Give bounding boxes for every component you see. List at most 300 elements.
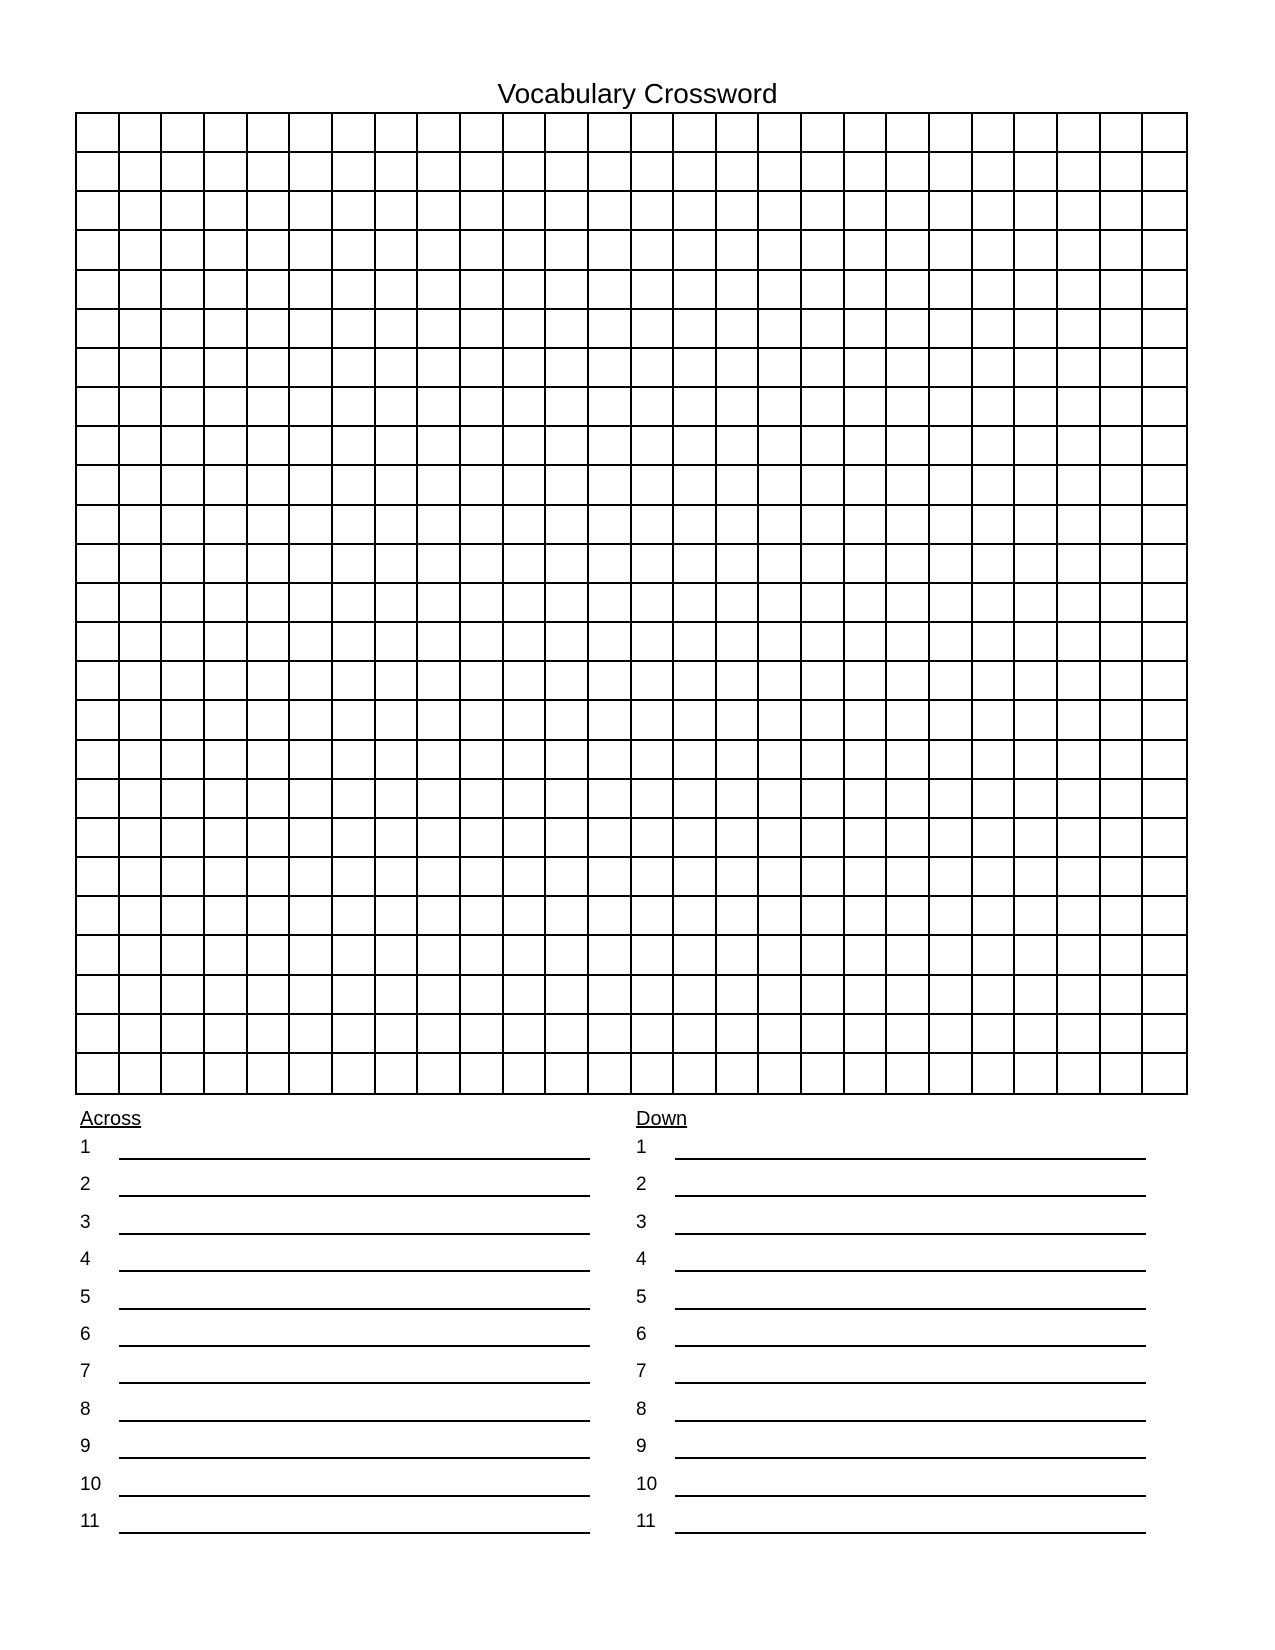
grid-cell[interactable]: [1015, 388, 1058, 427]
grid-cell[interactable]: [1101, 819, 1144, 858]
grid-cell[interactable]: [504, 584, 547, 623]
grid-cell[interactable]: [376, 1015, 419, 1054]
across-answer-line[interactable]: [119, 1495, 590, 1497]
grid-cell[interactable]: [1101, 545, 1144, 584]
grid-cell[interactable]: [973, 858, 1016, 897]
grid-cell[interactable]: [1015, 1054, 1058, 1093]
grid-cell[interactable]: [461, 897, 504, 936]
grid-cell[interactable]: [759, 192, 802, 231]
grid-cell[interactable]: [162, 741, 205, 780]
grid-cell[interactable]: [461, 114, 504, 153]
grid-cell[interactable]: [802, 349, 845, 388]
grid-cell[interactable]: [504, 153, 547, 192]
grid-cell[interactable]: [248, 231, 291, 270]
grid-cell[interactable]: [77, 192, 120, 231]
grid-cell[interactable]: [973, 153, 1016, 192]
grid-cell[interactable]: [162, 192, 205, 231]
grid-cell[interactable]: [845, 388, 888, 427]
grid-cell[interactable]: [845, 897, 888, 936]
grid-cell[interactable]: [120, 1054, 163, 1093]
grid-cell[interactable]: [887, 545, 930, 584]
grid-cell[interactable]: [887, 819, 930, 858]
grid-cell[interactable]: [290, 741, 333, 780]
grid-cell[interactable]: [1015, 780, 1058, 819]
grid-cell[interactable]: [1015, 153, 1058, 192]
grid-cell[interactable]: [717, 466, 760, 505]
grid-cell[interactable]: [418, 819, 461, 858]
grid-cell[interactable]: [1058, 897, 1101, 936]
grid-cell[interactable]: [418, 701, 461, 740]
grid-cell[interactable]: [887, 897, 930, 936]
grid-cell[interactable]: [546, 936, 589, 975]
grid-cell[interactable]: [589, 192, 632, 231]
grid-cell[interactable]: [120, 192, 163, 231]
grid-cell[interactable]: [248, 662, 291, 701]
grid-cell[interactable]: [418, 741, 461, 780]
grid-cell[interactable]: [589, 349, 632, 388]
grid-cell[interactable]: [546, 153, 589, 192]
grid-cell[interactable]: [248, 114, 291, 153]
across-answer-line[interactable]: [119, 1195, 590, 1197]
grid-cell[interactable]: [205, 936, 248, 975]
grid-cell[interactable]: [632, 192, 675, 231]
grid-cell[interactable]: [1143, 1054, 1186, 1093]
grid-cell[interactable]: [632, 741, 675, 780]
grid-cell[interactable]: [77, 153, 120, 192]
grid-cell[interactable]: [290, 701, 333, 740]
down-answer-line[interactable]: [675, 1457, 1146, 1459]
grid-cell[interactable]: [717, 976, 760, 1015]
grid-cell[interactable]: [248, 897, 291, 936]
grid-cell[interactable]: [632, 936, 675, 975]
grid-cell[interactable]: [1143, 349, 1186, 388]
grid-cell[interactable]: [290, 897, 333, 936]
grid-cell[interactable]: [759, 858, 802, 897]
grid-cell[interactable]: [248, 858, 291, 897]
grid-cell[interactable]: [162, 1054, 205, 1093]
grid-cell[interactable]: [632, 271, 675, 310]
grid-cell[interactable]: [546, 545, 589, 584]
grid-cell[interactable]: [674, 271, 717, 310]
grid-cell[interactable]: [120, 427, 163, 466]
grid-cell[interactable]: [376, 584, 419, 623]
grid-cell[interactable]: [759, 584, 802, 623]
grid-cell[interactable]: [1101, 153, 1144, 192]
grid-cell[interactable]: [887, 623, 930, 662]
grid-cell[interactable]: [376, 271, 419, 310]
grid-cell[interactable]: [589, 976, 632, 1015]
grid-cell[interactable]: [546, 427, 589, 466]
grid-cell[interactable]: [930, 976, 973, 1015]
grid-cell[interactable]: [717, 506, 760, 545]
grid-cell[interactable]: [887, 976, 930, 1015]
grid-cell[interactable]: [77, 349, 120, 388]
grid-cell[interactable]: [802, 623, 845, 662]
grid-cell[interactable]: [205, 231, 248, 270]
grid-cell[interactable]: [930, 153, 973, 192]
grid-cell[interactable]: [418, 858, 461, 897]
grid-cell[interactable]: [162, 976, 205, 1015]
grid-cell[interactable]: [802, 897, 845, 936]
grid-cell[interactable]: [802, 819, 845, 858]
grid-cell[interactable]: [1015, 701, 1058, 740]
grid-cell[interactable]: [333, 427, 376, 466]
grid-cell[interactable]: [248, 976, 291, 1015]
grid-cell[interactable]: [504, 1015, 547, 1054]
grid-cell[interactable]: [717, 584, 760, 623]
grid-cell[interactable]: [589, 741, 632, 780]
across-answer-line[interactable]: [119, 1233, 590, 1235]
grid-cell[interactable]: [717, 819, 760, 858]
grid-cell[interactable]: [1143, 858, 1186, 897]
grid-cell[interactable]: [717, 545, 760, 584]
grid-cell[interactable]: [162, 545, 205, 584]
grid-cell[interactable]: [290, 623, 333, 662]
grid-cell[interactable]: [418, 271, 461, 310]
grid-cell[interactable]: [845, 271, 888, 310]
grid-cell[interactable]: [589, 231, 632, 270]
grid-cell[interactable]: [120, 780, 163, 819]
grid-cell[interactable]: [77, 936, 120, 975]
grid-cell[interactable]: [845, 545, 888, 584]
grid-cell[interactable]: [674, 506, 717, 545]
grid-cell[interactable]: [248, 506, 291, 545]
grid-cell[interactable]: [802, 427, 845, 466]
grid-cell[interactable]: [504, 662, 547, 701]
grid-cell[interactable]: [802, 114, 845, 153]
grid-cell[interactable]: [120, 858, 163, 897]
grid-cell[interactable]: [376, 819, 419, 858]
grid-cell[interactable]: [632, 545, 675, 584]
grid-cell[interactable]: [290, 349, 333, 388]
grid-cell[interactable]: [1015, 976, 1058, 1015]
grid-cell[interactable]: [1058, 662, 1101, 701]
grid-cell[interactable]: [77, 466, 120, 505]
grid-cell[interactable]: [248, 623, 291, 662]
grid-cell[interactable]: [589, 780, 632, 819]
grid-cell[interactable]: [248, 701, 291, 740]
grid-cell[interactable]: [376, 153, 419, 192]
grid-cell[interactable]: [1143, 231, 1186, 270]
grid-cell[interactable]: [248, 388, 291, 427]
grid-cell[interactable]: [546, 466, 589, 505]
grid-cell[interactable]: [973, 584, 1016, 623]
grid-cell[interactable]: [930, 545, 973, 584]
grid-cell[interactable]: [973, 623, 1016, 662]
grid-cell[interactable]: [290, 310, 333, 349]
grid-cell[interactable]: [461, 623, 504, 662]
grid-cell[interactable]: [759, 623, 802, 662]
grid-cell[interactable]: [376, 349, 419, 388]
grid-cell[interactable]: [759, 114, 802, 153]
down-answer-line[interactable]: [675, 1345, 1146, 1347]
grid-cell[interactable]: [333, 466, 376, 505]
grid-cell[interactable]: [162, 310, 205, 349]
down-answer-line[interactable]: [675, 1495, 1146, 1497]
grid-cell[interactable]: [461, 271, 504, 310]
grid-cell[interactable]: [546, 506, 589, 545]
grid-cell[interactable]: [1143, 897, 1186, 936]
grid-cell[interactable]: [1101, 780, 1144, 819]
grid-cell[interactable]: [333, 780, 376, 819]
grid-cell[interactable]: [162, 701, 205, 740]
grid-cell[interactable]: [1015, 310, 1058, 349]
grid-cell[interactable]: [461, 662, 504, 701]
grid-cell[interactable]: [162, 427, 205, 466]
grid-cell[interactable]: [930, 192, 973, 231]
grid-cell[interactable]: [717, 1054, 760, 1093]
grid-cell[interactable]: [120, 114, 163, 153]
grid-cell[interactable]: [973, 1015, 1016, 1054]
grid-cell[interactable]: [1101, 584, 1144, 623]
grid-cell[interactable]: [759, 1015, 802, 1054]
grid-cell[interactable]: [205, 153, 248, 192]
grid-cell[interactable]: [77, 310, 120, 349]
grid-cell[interactable]: [248, 271, 291, 310]
grid-cell[interactable]: [930, 1015, 973, 1054]
grid-cell[interactable]: [77, 701, 120, 740]
grid-cell[interactable]: [674, 192, 717, 231]
grid-cell[interactable]: [546, 310, 589, 349]
grid-cell[interactable]: [333, 936, 376, 975]
grid-cell[interactable]: [759, 662, 802, 701]
grid-cell[interactable]: [632, 114, 675, 153]
grid-cell[interactable]: [461, 506, 504, 545]
grid-cell[interactable]: [418, 192, 461, 231]
grid-cell[interactable]: [77, 114, 120, 153]
grid-cell[interactable]: [845, 741, 888, 780]
grid-cell[interactable]: [333, 819, 376, 858]
grid-cell[interactable]: [546, 349, 589, 388]
grid-cell[interactable]: [1143, 936, 1186, 975]
grid-cell[interactable]: [759, 506, 802, 545]
grid-cell[interactable]: [376, 545, 419, 584]
grid-cell[interactable]: [461, 976, 504, 1015]
grid-cell[interactable]: [1101, 231, 1144, 270]
grid-cell[interactable]: [887, 584, 930, 623]
grid-cell[interactable]: [376, 427, 419, 466]
grid-cell[interactable]: [1101, 976, 1144, 1015]
grid-cell[interactable]: [674, 114, 717, 153]
grid-cell[interactable]: [1101, 936, 1144, 975]
grid-cell[interactable]: [77, 271, 120, 310]
grid-cell[interactable]: [674, 976, 717, 1015]
grid-cell[interactable]: [376, 741, 419, 780]
grid-cell[interactable]: [333, 662, 376, 701]
grid-cell[interactable]: [887, 427, 930, 466]
grid-cell[interactable]: [205, 1015, 248, 1054]
grid-cell[interactable]: [930, 780, 973, 819]
grid-cell[interactable]: [504, 701, 547, 740]
grid-cell[interactable]: [845, 231, 888, 270]
grid-cell[interactable]: [504, 349, 547, 388]
grid-cell[interactable]: [461, 388, 504, 427]
grid-cell[interactable]: [1143, 192, 1186, 231]
grid-cell[interactable]: [717, 897, 760, 936]
grid-cell[interactable]: [504, 271, 547, 310]
grid-cell[interactable]: [120, 310, 163, 349]
grid-cell[interactable]: [205, 466, 248, 505]
down-answer-line[interactable]: [675, 1420, 1146, 1422]
grid-cell[interactable]: [1143, 741, 1186, 780]
grid-cell[interactable]: [973, 427, 1016, 466]
grid-cell[interactable]: [504, 819, 547, 858]
grid-cell[interactable]: [674, 780, 717, 819]
grid-cell[interactable]: [504, 897, 547, 936]
grid-cell[interactable]: [162, 388, 205, 427]
grid-cell[interactable]: [205, 701, 248, 740]
grid-cell[interactable]: [589, 662, 632, 701]
grid-cell[interactable]: [1015, 192, 1058, 231]
grid-cell[interactable]: [632, 701, 675, 740]
grid-cell[interactable]: [674, 427, 717, 466]
grid-cell[interactable]: [120, 584, 163, 623]
grid-cell[interactable]: [376, 114, 419, 153]
grid-cell[interactable]: [418, 1015, 461, 1054]
grid-cell[interactable]: [845, 662, 888, 701]
grid-cell[interactable]: [1101, 506, 1144, 545]
grid-cell[interactable]: [1143, 780, 1186, 819]
grid-cell[interactable]: [717, 741, 760, 780]
grid-cell[interactable]: [930, 623, 973, 662]
grid-cell[interactable]: [845, 506, 888, 545]
grid-cell[interactable]: [376, 858, 419, 897]
grid-cell[interactable]: [632, 819, 675, 858]
grid-cell[interactable]: [461, 545, 504, 584]
grid-cell[interactable]: [930, 231, 973, 270]
grid-cell[interactable]: [1143, 388, 1186, 427]
grid-cell[interactable]: [632, 584, 675, 623]
grid-cell[interactable]: [589, 388, 632, 427]
grid-cell[interactable]: [717, 192, 760, 231]
grid-cell[interactable]: [717, 936, 760, 975]
grid-cell[interactable]: [845, 427, 888, 466]
grid-cell[interactable]: [930, 662, 973, 701]
grid-cell[interactable]: [632, 662, 675, 701]
grid-cell[interactable]: [504, 858, 547, 897]
grid-cell[interactable]: [162, 662, 205, 701]
grid-cell[interactable]: [632, 231, 675, 270]
grid-cell[interactable]: [973, 192, 1016, 231]
across-answer-line[interactable]: [119, 1382, 590, 1384]
grid-cell[interactable]: [504, 780, 547, 819]
grid-cell[interactable]: [461, 584, 504, 623]
grid-cell[interactable]: [248, 741, 291, 780]
grid-cell[interactable]: [674, 545, 717, 584]
grid-cell[interactable]: [162, 231, 205, 270]
grid-cell[interactable]: [546, 819, 589, 858]
grid-cell[interactable]: [290, 858, 333, 897]
grid-cell[interactable]: [1058, 1015, 1101, 1054]
grid-cell[interactable]: [290, 1015, 333, 1054]
grid-cell[interactable]: [333, 858, 376, 897]
grid-cell[interactable]: [1143, 271, 1186, 310]
grid-cell[interactable]: [1143, 623, 1186, 662]
grid-cell[interactable]: [589, 153, 632, 192]
grid-cell[interactable]: [333, 114, 376, 153]
grid-cell[interactable]: [290, 466, 333, 505]
grid-cell[interactable]: [504, 231, 547, 270]
grid-cell[interactable]: [504, 506, 547, 545]
grid-cell[interactable]: [1143, 819, 1186, 858]
grid-cell[interactable]: [930, 741, 973, 780]
grid-cell[interactable]: [120, 231, 163, 270]
grid-cell[interactable]: [674, 701, 717, 740]
grid-cell[interactable]: [418, 427, 461, 466]
grid-cell[interactable]: [632, 858, 675, 897]
grid-cell[interactable]: [504, 545, 547, 584]
grid-cell[interactable]: [1058, 231, 1101, 270]
grid-cell[interactable]: [845, 466, 888, 505]
grid-cell[interactable]: [887, 741, 930, 780]
grid-cell[interactable]: [1015, 114, 1058, 153]
across-answer-line[interactable]: [119, 1420, 590, 1422]
grid-cell[interactable]: [887, 662, 930, 701]
grid-cell[interactable]: [1101, 623, 1144, 662]
grid-cell[interactable]: [546, 623, 589, 662]
grid-cell[interactable]: [120, 1015, 163, 1054]
grid-cell[interactable]: [759, 388, 802, 427]
grid-cell[interactable]: [120, 506, 163, 545]
across-answer-line[interactable]: [119, 1270, 590, 1272]
grid-cell[interactable]: [120, 662, 163, 701]
grid-cell[interactable]: [930, 114, 973, 153]
grid-cell[interactable]: [1058, 936, 1101, 975]
grid-cell[interactable]: [845, 701, 888, 740]
grid-cell[interactable]: [717, 623, 760, 662]
grid-cell[interactable]: [1015, 858, 1058, 897]
grid-cell[interactable]: [845, 1054, 888, 1093]
grid-cell[interactable]: [546, 780, 589, 819]
grid-cell[interactable]: [333, 741, 376, 780]
grid-cell[interactable]: [887, 388, 930, 427]
grid-cell[interactable]: [333, 506, 376, 545]
grid-cell[interactable]: [290, 936, 333, 975]
grid-cell[interactable]: [162, 1015, 205, 1054]
grid-cell[interactable]: [845, 858, 888, 897]
grid-cell[interactable]: [504, 623, 547, 662]
grid-cell[interactable]: [845, 584, 888, 623]
grid-cell[interactable]: [333, 584, 376, 623]
across-answer-line[interactable]: [119, 1308, 590, 1310]
grid-cell[interactable]: [973, 349, 1016, 388]
grid-cell[interactable]: [674, 1054, 717, 1093]
grid-cell[interactable]: [845, 936, 888, 975]
grid-cell[interactable]: [461, 349, 504, 388]
grid-cell[interactable]: [77, 858, 120, 897]
grid-cell[interactable]: [632, 897, 675, 936]
grid-cell[interactable]: [205, 584, 248, 623]
grid-cell[interactable]: [802, 310, 845, 349]
grid-cell[interactable]: [632, 780, 675, 819]
grid-cell[interactable]: [333, 153, 376, 192]
grid-cell[interactable]: [759, 701, 802, 740]
grid-cell[interactable]: [418, 231, 461, 270]
across-answer-line[interactable]: [119, 1457, 590, 1459]
grid-cell[interactable]: [802, 153, 845, 192]
grid-cell[interactable]: [802, 976, 845, 1015]
grid-cell[interactable]: [802, 701, 845, 740]
grid-cell[interactable]: [1143, 701, 1186, 740]
grid-cell[interactable]: [546, 897, 589, 936]
grid-cell[interactable]: [376, 388, 419, 427]
grid-cell[interactable]: [1015, 231, 1058, 270]
grid-cell[interactable]: [802, 545, 845, 584]
grid-cell[interactable]: [930, 897, 973, 936]
grid-cell[interactable]: [504, 936, 547, 975]
grid-cell[interactable]: [759, 741, 802, 780]
grid-cell[interactable]: [546, 1015, 589, 1054]
